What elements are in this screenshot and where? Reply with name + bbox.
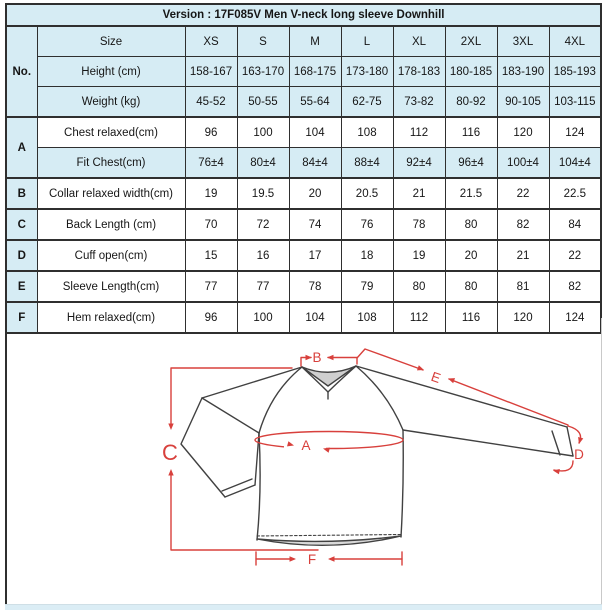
value-cell: 82 <box>549 271 601 302</box>
value-cell: 18 <box>341 240 393 271</box>
table-row <box>6 302 601 333</box>
value-cell: 100±4 <box>497 148 549 179</box>
row-letter: No. <box>6 26 37 117</box>
row-letter: D <box>6 240 37 271</box>
value-cell: 19 <box>185 178 237 209</box>
value-cell: 20 <box>445 240 497 271</box>
value-cell: 163-170 <box>237 57 289 87</box>
row-label: Hem relaxed(cm) <box>37 302 185 333</box>
value-cell: 2XL <box>445 26 497 57</box>
value-cell: 96 <box>185 117 237 148</box>
row-label: Fit Chest(cm) <box>37 148 185 179</box>
value-cell: 96 <box>185 302 237 333</box>
value-cell: 185-193 <box>549 57 601 87</box>
value-cell: 79 <box>341 271 393 302</box>
hem-stitching <box>257 535 401 537</box>
value-cell: 74 <box>289 209 341 240</box>
table-row <box>6 26 601 57</box>
value-cell: 88±4 <box>341 148 393 179</box>
value-cell: 178-183 <box>393 57 445 87</box>
value-cell: XS <box>185 26 237 57</box>
value-cell: 19 <box>393 240 445 271</box>
table-row <box>6 178 601 209</box>
value-cell: 80±4 <box>237 148 289 179</box>
value-cell: 76±4 <box>185 148 237 179</box>
value-cell: 78 <box>289 271 341 302</box>
value-cell: 21 <box>497 240 549 271</box>
value-cell: 22 <box>497 178 549 209</box>
value-cell: 73-82 <box>393 87 445 118</box>
value-cell: 120 <box>497 117 549 148</box>
value-cell: 112 <box>393 302 445 333</box>
value-cell: 120 <box>497 302 549 333</box>
value-cell: 80-92 <box>445 87 497 118</box>
value-cell: 70 <box>185 209 237 240</box>
value-cell: 21 <box>393 178 445 209</box>
value-cell: 20.5 <box>341 178 393 209</box>
hem-annotation <box>256 552 402 565</box>
table-row <box>6 57 601 87</box>
back-length-label: C <box>162 440 178 465</box>
table-row <box>6 148 601 179</box>
table-row <box>6 271 601 302</box>
row-label: Weight (kg) <box>37 87 185 118</box>
value-cell: 90-105 <box>497 87 549 118</box>
value-cell: 104±4 <box>549 148 601 179</box>
row-label: Height (cm) <box>37 57 185 87</box>
value-cell: 78 <box>393 209 445 240</box>
value-cell: 112 <box>393 117 445 148</box>
row-letter: A <box>6 117 37 178</box>
value-cell: 15 <box>185 240 237 271</box>
shirt-outline <box>181 366 573 545</box>
value-cell: S <box>237 26 289 57</box>
value-cell: 77 <box>237 271 289 302</box>
collar-opening <box>302 366 356 386</box>
value-cell: 103-115 <box>549 87 601 118</box>
value-cell: 19.5 <box>237 178 289 209</box>
value-cell: XL <box>393 26 445 57</box>
table-row <box>6 117 601 148</box>
value-cell: 116 <box>445 117 497 148</box>
value-cell: 84 <box>549 209 601 240</box>
value-cell: 173-180 <box>341 57 393 87</box>
size-chart-table <box>5 3 602 334</box>
sleeve-annotation <box>357 349 568 425</box>
hem-curve <box>257 536 401 545</box>
value-cell: 62-75 <box>341 87 393 118</box>
value-cell: 80 <box>445 209 497 240</box>
value-cell: 100 <box>237 117 289 148</box>
value-cell: 45-52 <box>185 87 237 118</box>
value-cell: M <box>289 26 341 57</box>
collar-label: B <box>312 350 322 365</box>
version-row <box>6 4 601 26</box>
value-cell: 22 <box>549 240 601 271</box>
value-cell: 116 <box>445 302 497 333</box>
row-label: Collar relaxed width(cm) <box>37 178 185 209</box>
value-cell: 16 <box>237 240 289 271</box>
row-label: Size <box>37 26 185 57</box>
value-cell: 124 <box>549 117 601 148</box>
value-cell: 3XL <box>497 26 549 57</box>
row-label: Cuff open(cm) <box>37 240 185 271</box>
value-cell: 20 <box>289 178 341 209</box>
chest-annotation <box>255 432 403 449</box>
value-cell: 183-190 <box>497 57 549 87</box>
value-cell: 158-167 <box>185 57 237 87</box>
value-cell: 17 <box>289 240 341 271</box>
value-cell: 80 <box>393 271 445 302</box>
value-cell: 50-55 <box>237 87 289 118</box>
value-cell: 96±4 <box>445 148 497 179</box>
version-header: Version : 17F085V Men V-neck long sleeve Downhill <box>6 4 601 26</box>
row-letter: B <box>6 178 37 209</box>
value-cell: 108 <box>341 302 393 333</box>
hem-label: F <box>307 552 317 567</box>
value-cell: 104 <box>289 302 341 333</box>
table-row <box>6 209 601 240</box>
sheet-left-border <box>5 318 7 605</box>
collar-annotation <box>301 358 357 367</box>
table-row <box>6 240 601 271</box>
value-cell: 72 <box>237 209 289 240</box>
value-cell: 55-64 <box>289 87 341 118</box>
row-label: Sleeve Length(cm) <box>37 271 185 302</box>
row-letter: C <box>6 209 37 240</box>
row-letter: E <box>6 271 37 302</box>
row-label: Chest relaxed(cm) <box>37 117 185 148</box>
value-cell: 76 <box>341 209 393 240</box>
value-cell: 82 <box>497 209 549 240</box>
value-cell: 22.5 <box>549 178 601 209</box>
size-chart-body <box>6 26 601 333</box>
value-cell: 108 <box>341 117 393 148</box>
value-cell: 81 <box>497 271 549 302</box>
value-cell: 124 <box>549 302 601 333</box>
value-cell: 168-175 <box>289 57 341 87</box>
chest-label: A <box>301 438 311 453</box>
value-cell: L <box>341 26 393 57</box>
table-row <box>6 87 601 118</box>
row-letter: F <box>6 302 37 333</box>
value-cell: 84±4 <box>289 148 341 179</box>
row-label: Back Length (cm) <box>37 209 185 240</box>
value-cell: 100 <box>237 302 289 333</box>
value-cell: 180-185 <box>445 57 497 87</box>
cuff-label: D <box>574 447 584 462</box>
value-cell: 4XL <box>549 26 601 57</box>
value-cell: 92±4 <box>393 148 445 179</box>
value-cell: 104 <box>289 117 341 148</box>
value-cell: 21.5 <box>445 178 497 209</box>
garment-measurement-diagram <box>140 330 610 610</box>
value-cell: 77 <box>185 271 237 302</box>
value-cell: 80 <box>445 271 497 302</box>
sleeve-label: E <box>429 368 443 387</box>
